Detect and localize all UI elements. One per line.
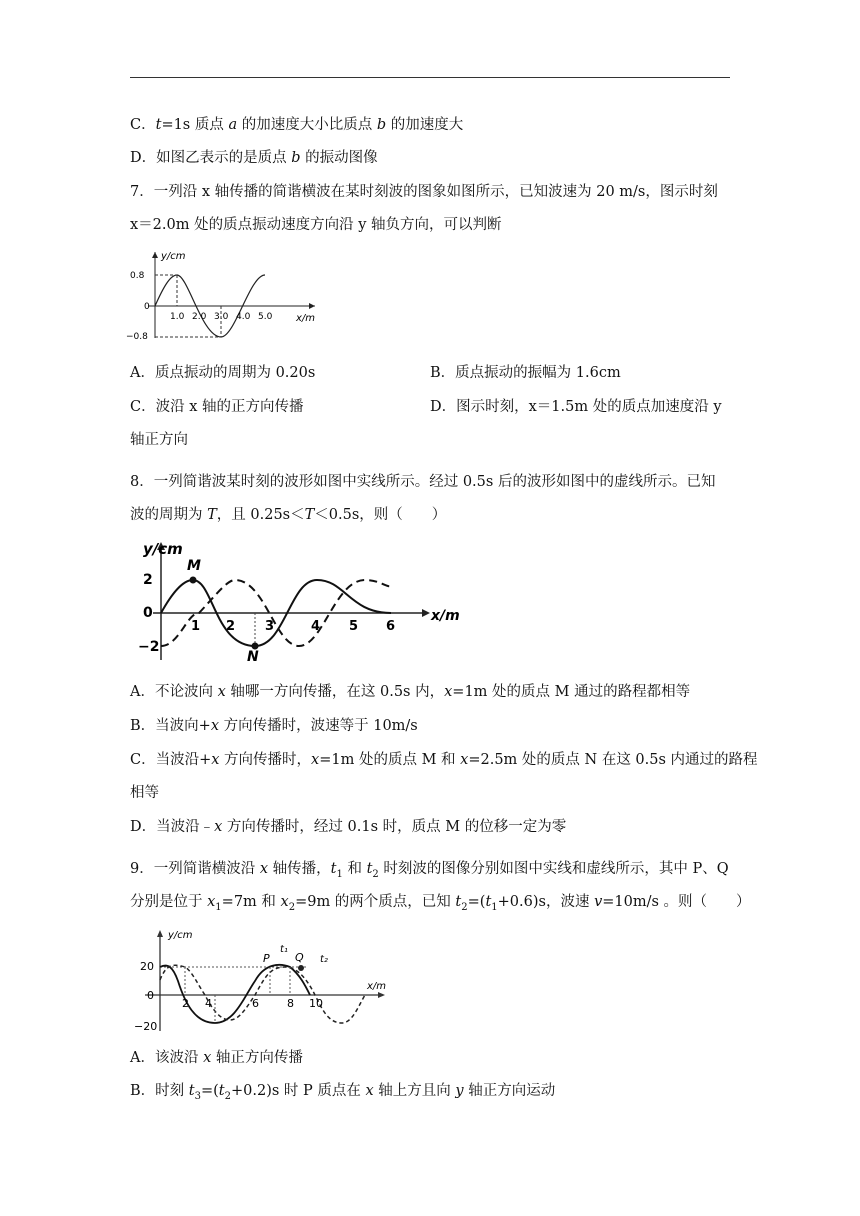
q7-ytick-zero: 0 (144, 302, 150, 312)
var-t: t (218, 1083, 225, 1099)
q6-d-text2: 的振动图像 (300, 150, 378, 166)
q7-stem-line1: 7．一列沿 x 轴传播的简谐横波在某时刻波的图象如图所示，已知波速为 20 m/s，图示时刻 (130, 184, 718, 200)
q8-c-text: C．当波沿+ (130, 752, 212, 768)
q7-xtick: 1.0 (170, 312, 185, 322)
q8-xlabel: x/m (431, 608, 460, 624)
q6-option-d[interactable] (130, 146, 378, 167)
q9-xtick: 4 (205, 997, 212, 1010)
q8-xtick: 4 (311, 619, 321, 634)
var-x: x (203, 1050, 212, 1066)
q8-xtick: 3 (265, 619, 275, 634)
header-rule (130, 77, 730, 78)
q7-ylabel: y/cm (161, 251, 186, 262)
q9-xtick: 10 (309, 997, 323, 1010)
q8-c-text: =2.5m 处的质点 N 在这 0.5s 内通过的路程 (468, 752, 758, 768)
q8-d-text: D．当波沿﹣ (130, 819, 215, 835)
q9-stem-text: 时刻波的图像分别如图中实线和虚线所示，其中 P、Q (378, 861, 729, 877)
var-x: x (280, 894, 289, 910)
q9-stem-text: =10m/s 。则（ ） (602, 894, 751, 910)
q8-b-text: 方向传播时，波速等于 10m/s (219, 718, 418, 734)
q8-ytick-0: 0 (143, 605, 153, 621)
q9-curve-t2-label: t₂ (320, 954, 328, 965)
q6-option-c[interactable] (130, 113, 463, 134)
q9-ytick-0: 0 (147, 989, 154, 1002)
q9-stem-text: =( (467, 894, 486, 910)
q8-ylabel: y/cm (143, 540, 183, 558)
q8-a-text: =1m 处的质点 M 通过的路程都相等 (452, 684, 691, 700)
q8-stem-text: ＜0.5s，则（ ） (314, 507, 447, 523)
var-a: a (228, 117, 238, 133)
q9-xtick: 6 (252, 997, 259, 1010)
q8-d-text: 方向传播时，经过 0.1s 时，质点 M 的位移一定为零 (222, 819, 567, 835)
q8-stem-line2 (130, 503, 446, 524)
var-x: x (207, 894, 216, 910)
q8-option-c[interactable] (130, 748, 758, 769)
q8-option-c-cont: 相等 (130, 785, 159, 801)
q8-stem-text: 波的周期为 (130, 507, 208, 523)
q8-xtick: 5 (349, 619, 359, 634)
q9-point-q-label: Q (295, 951, 304, 964)
subscript: 1 (215, 901, 222, 913)
q9-option-b[interactable] (130, 1079, 555, 1102)
var-x: x (214, 819, 223, 835)
q7-option-a[interactable]: A．质点振动的周期为 0.20s (130, 365, 316, 381)
q6-d-text1: D．如图乙表示的是质点 (130, 150, 292, 166)
var-b: b (291, 150, 301, 166)
q9-b-text: 轴正方向运动 (463, 1083, 556, 1099)
var-t: t (366, 861, 373, 877)
var-x: x (210, 718, 219, 734)
q6-c-text1: =1s 质点 (161, 117, 229, 133)
var-t: t (455, 894, 462, 910)
q7-xtick: 5.0 (258, 312, 273, 322)
q8-option-a[interactable] (130, 680, 690, 701)
subscript: 2 (372, 868, 379, 880)
q8-stem-text: ，且 0.25s＜ (216, 507, 305, 523)
q7-option-b[interactable]: B．质点振动的振幅为 1.6cm (430, 365, 621, 381)
q9-stem-text: 和 (342, 861, 367, 877)
q7-ytick-pos: 0.8 (130, 271, 145, 281)
q6-c-prefix: C． (130, 117, 156, 133)
q7-option-d[interactable]: D．图示时刻，x＝1.5m 处的质点加速度沿 y (430, 399, 722, 415)
var-t: t (155, 117, 162, 133)
q9-ytick-20: 20 (140, 960, 154, 973)
q9-option-a[interactable] (130, 1046, 303, 1067)
q9-b-text: B．时刻 (130, 1083, 189, 1099)
q7-option-c[interactable]: C．波沿 x 轴的正方向传播 (130, 399, 304, 415)
q9-stem-line1 (130, 857, 729, 880)
subscript: 3 (194, 1090, 201, 1102)
q9-stem-text: 9．一列简谐横波沿 (130, 861, 260, 877)
subscript: 2 (461, 901, 468, 913)
q9-b-text: 轴上方且向 (373, 1083, 456, 1099)
q9-stem-text: 轴传播， (268, 861, 331, 877)
q9-a-text: A．该波沿 (130, 1050, 204, 1066)
q7-stem-line2: x＝2.0m 处的质点振动速度方向沿 y 轴负方向，可以判断 (130, 217, 502, 233)
q8-ytick-neg2: −2 (138, 639, 160, 655)
q7-option-d-cont: 轴正方向 (130, 432, 188, 448)
q9-ylabel: y/cm (168, 930, 193, 941)
q7-xlabel: x/m (296, 313, 316, 324)
var-x: x (460, 752, 469, 768)
subscript: 2 (288, 901, 296, 913)
var-t: t (330, 861, 337, 877)
q8-b-text: B．当波向+ (130, 718, 211, 734)
var-T: T (207, 507, 217, 523)
q8-point-n-label: N (247, 649, 259, 665)
q8-point-m-label: M (187, 558, 201, 574)
q8-c-text: =1m 处的质点 M 和 (319, 752, 461, 768)
q7-xtick: 4.0 (236, 312, 251, 322)
q8-option-b[interactable] (130, 714, 418, 735)
q9-ytick-neg20: −20 (134, 1020, 158, 1033)
q9-point-p-label: P (263, 952, 270, 965)
q9-b-text: =( (200, 1083, 219, 1099)
q9-a-text: 轴正方向传播 (211, 1050, 303, 1066)
var-t: t (485, 894, 492, 910)
var-x: x (217, 684, 226, 700)
q9-stem-text: =9m 的两个质点，已知 (295, 894, 456, 910)
q7-ytick-neg: −0.8 (126, 332, 148, 342)
q7-xtick: 3.0 (214, 312, 229, 322)
var-x: x (444, 684, 453, 700)
q7-wave-graph (125, 248, 325, 343)
q9-stem-text: 分别是位于 (130, 894, 208, 910)
q9-curve-t1-label: t₁ (280, 944, 288, 955)
subscript: 1 (336, 868, 343, 880)
var-T: T (304, 507, 315, 523)
q8-a-text: A．不论波向 (130, 684, 218, 700)
q8-c-text: 方向传播时， (219, 752, 312, 768)
q9-xtick: 8 (287, 997, 294, 1010)
var-y: y (455, 1083, 464, 1099)
q9-xtick: 2 (182, 997, 189, 1010)
q8-wave-graph (135, 540, 465, 665)
q8-ytick-2: 2 (143, 572, 153, 588)
subscript: 2 (224, 1090, 231, 1102)
var-x: x (311, 752, 320, 768)
var-b: b (376, 117, 387, 133)
q6-c-text3: 的加速度大 (386, 117, 464, 133)
q8-option-d[interactable] (130, 815, 566, 836)
q6-c-text2: 的加速度大小比质点 (237, 117, 377, 133)
var-x: x (259, 861, 269, 877)
q8-xtick: 6 (386, 619, 396, 634)
q9-stem-line2 (130, 890, 751, 913)
subscript: 1 (491, 901, 498, 913)
var-v: v (594, 894, 603, 910)
q9-xlabel: x/m (367, 981, 387, 992)
var-x: x (211, 752, 220, 768)
q8-stem-line1: 8．一列简谐波某时刻的波形如图中实线所示。经过 0.5s 后的波形如图中的虚线所示。已知 (130, 474, 716, 490)
q9-b-text: +0.2)s 时 P 质点在 (230, 1083, 366, 1099)
q9-stem-text: +0.6)s，波速 (497, 894, 595, 910)
var-x: x (365, 1083, 374, 1099)
q8-a-text: 轴哪一方向传播，在这 0.5s 内， (225, 684, 445, 700)
q8-xtick: 2 (226, 619, 236, 634)
q9-stem-text: =7m 和 (221, 894, 281, 910)
var-t: t (188, 1083, 195, 1099)
q7-xtick: 2.0 (192, 312, 207, 322)
q8-xtick: 1 (191, 619, 201, 634)
q9-wave-graph (130, 925, 390, 1035)
